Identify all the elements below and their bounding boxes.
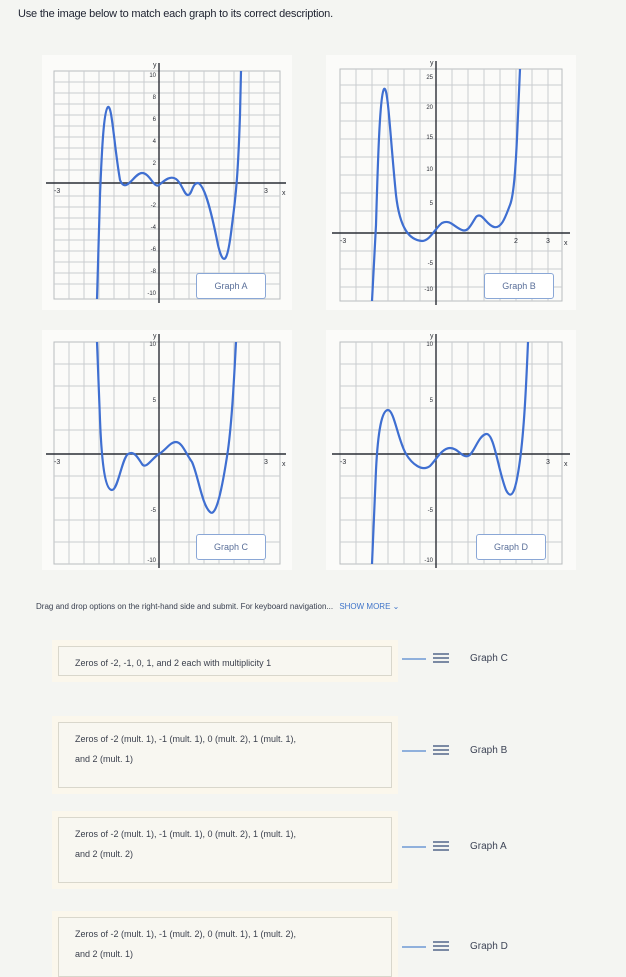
- graph-b-x-tick: -3: [340, 238, 347, 245]
- graph-c-y-tick: -10: [147, 558, 156, 564]
- graph-b-x-axis-label: x: [564, 240, 568, 247]
- prompt-text-line2: and 2 (mult. 2): [75, 849, 134, 859]
- option-graph-d[interactable]: Graph D: [470, 941, 508, 952]
- graph-c-y-tick: 10: [149, 342, 156, 348]
- instruction-text: Use the image below to match each graph to its correct description.: [18, 8, 333, 20]
- graph-d-axes: [332, 334, 570, 568]
- graph-b-panel: [326, 55, 576, 310]
- prompt-card-1: [58, 646, 392, 676]
- graph-c-x-tick: 3: [264, 459, 268, 466]
- graph-d-y-tick: -10: [424, 558, 433, 564]
- graph-a-svg: [42, 55, 292, 310]
- option-graph-b[interactable]: Graph B: [470, 745, 508, 756]
- graph-c-y-tick: 5: [152, 398, 156, 404]
- drag-handle-icon[interactable]: [433, 745, 449, 755]
- graph-a-axes: [46, 63, 286, 303]
- graph-b-x-tick: 3: [546, 238, 550, 245]
- graph-b-x-tick: 2: [514, 238, 518, 245]
- graph-b-y-tick: -10: [424, 287, 433, 293]
- prompt-text: Zeros of -2, -1, 0, 1, and 2 each with multiplicity 1: [75, 658, 272, 668]
- show-more-link[interactable]: SHOW MORE ⌄: [339, 602, 400, 611]
- prompt-card-3: [58, 817, 392, 883]
- graph-a-y-tick: -4: [150, 225, 156, 231]
- graph-a-y-tick: 10: [149, 73, 156, 79]
- prompt-card-4: [58, 917, 392, 977]
- drop-slot-1[interactable]: [402, 658, 426, 660]
- drag-handle-icon[interactable]: [433, 941, 449, 951]
- graph-d-y-tick: 5: [429, 398, 433, 404]
- drop-slot-2[interactable]: [402, 750, 426, 752]
- graph-c-x-tick: -3: [54, 459, 61, 466]
- graph-c-curve: [97, 342, 236, 513]
- graph-c-grid: [54, 342, 280, 564]
- drop-slot-4[interactable]: [402, 946, 426, 948]
- option-graph-c[interactable]: Graph C: [470, 653, 508, 664]
- prompt-text: Zeros of -2 (mult. 1), -1 (mult. 2), 0 (mult. 1), 1 (mult. 2),: [75, 929, 297, 939]
- graph-c-label: Graph C: [196, 534, 266, 560]
- graph-d-y-tick: 10: [426, 342, 433, 348]
- graph-b-y-tick: 10: [426, 167, 433, 173]
- drag-instructions: [36, 602, 399, 611]
- graph-d-label: Graph D: [476, 534, 546, 560]
- prompt-card-2: [58, 722, 392, 788]
- graph-d-y-tick: -5: [427, 508, 433, 514]
- graph-a-y-tick: 2: [152, 161, 156, 167]
- graph-a-y-tick: 6: [152, 117, 156, 123]
- graph-a-x-axis-label: x: [282, 190, 286, 197]
- graph-a-y-tick: -6: [150, 247, 156, 253]
- graph-a-y-tick: 8: [152, 95, 156, 101]
- graph-d-curve: [372, 342, 528, 564]
- graph-c-y-tick: -5: [150, 508, 156, 514]
- graph-b-y-tick: 15: [426, 135, 433, 141]
- graph-a-y-axis-label: y: [153, 62, 157, 69]
- graph-c-axes: [46, 334, 286, 568]
- prompt-text-line2: and 2 (mult. 1): [75, 949, 134, 959]
- prompt-text: Zeros of -2 (mult. 1), -1 (mult. 1), 0 (mult. 2), 1 (mult. 1),: [75, 734, 297, 744]
- graph-d-x-tick: 3: [546, 459, 550, 466]
- graph-b-y-tick: -5: [427, 261, 433, 267]
- graph-d-y-axis-label: y: [430, 333, 434, 340]
- graph-a-x-tick: 3: [264, 188, 268, 195]
- graph-b-y-tick: 25: [426, 75, 433, 81]
- graph-c-x-axis-label: x: [282, 461, 286, 468]
- prompt-text: Zeros of -2 (mult. 1), -1 (mult. 1), 0 (mult. 2), 1 (mult. 1),: [75, 829, 297, 839]
- graph-a-label: Graph A: [196, 273, 266, 299]
- graph-a-panel: [42, 55, 292, 310]
- graph-d-x-axis-label: x: [564, 461, 568, 468]
- graph-d-x-tick: -3: [340, 459, 347, 466]
- drop-slot-3[interactable]: [402, 846, 426, 848]
- graph-a-y-tick: -2: [150, 203, 156, 209]
- graph-a-grid: [54, 71, 280, 299]
- drag-instructions-text: Drag and drop options on the right-hand side and submit. For keyboard navigation...: [36, 602, 334, 611]
- graph-a-x-tick: -3: [54, 188, 61, 195]
- graph-b-curve: [372, 69, 520, 301]
- graph-b-y-tick: 5: [429, 201, 433, 207]
- graph-b-axes: [332, 61, 570, 305]
- drag-handle-icon[interactable]: [433, 841, 449, 851]
- graph-b-y-tick: 20: [426, 105, 433, 111]
- graph-a-y-tick: 4: [152, 139, 156, 145]
- drag-handle-icon[interactable]: [433, 653, 449, 663]
- graph-b-y-axis-label: y: [430, 60, 434, 67]
- graph-c-y-axis-label: y: [153, 333, 157, 340]
- prompt-text-line2: and 2 (mult. 1): [75, 754, 134, 764]
- graph-b-label: Graph B: [484, 273, 554, 299]
- graph-a-y-tick: -10: [147, 291, 156, 297]
- graph-b-svg: [326, 55, 576, 310]
- option-graph-a[interactable]: Graph A: [470, 841, 507, 852]
- graph-a-y-tick: -8: [150, 269, 156, 275]
